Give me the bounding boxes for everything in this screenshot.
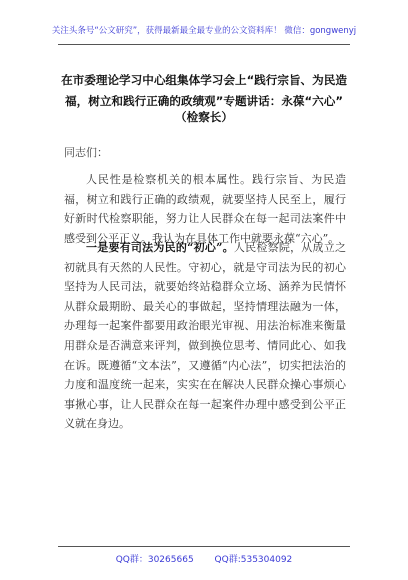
footer-divider [58,546,350,547]
paragraph-2 [64,238,346,434]
header-note: 关注头条号“公文研究”，获得最新最全最专业的公文资料库！ 微信：gongwenyj [51,26,357,36]
document-title: 在市委理论学习中心组集体学习会上“践行宗旨、为民造福，树立和践行正确的政绩观”专题讲话：永葆“六心” [61,73,347,108]
paragraph-1: 人民性是检察机关的根本属性。践行宗旨、为民造福，树立和践行正确的政绩观，就要坚持人民至上，履行好新时代检察职能，努力让人民群众在每一起司法案件中感受到公平正义。我认为在具体工作中就要永葆“六心”。 [64,173,346,245]
paragraph-2-body: 人民检察院，从成立之初就具有天然的人民性。守初心，就是守司法为民的初心坚持为人民司法，就要始终站稳群众立场、涵养为民情怀从群众最期盼、最关心的事做起，坚持情理法融为一体，办理每一起案件都要用政治眼光审视、用法治标准来衡量用群众是否满意来评判，做到换位思考、情同此心、如我在诉。既遵循“文本法”，又遵循“内心法”，切实把法治的力度和温度统一起来，实实在在解决人民群众操心事烦心事揪心事，让人民群众在每一起案件办理中感受到公平正义就在身边。 [64,241,346,431]
footer-qq-group-2: QQ群:535304092 [214,555,293,565]
footer [0,552,408,565]
document-subtitle: （检察长） [175,110,233,124]
paragraph-2-lead: 一是要有司法为民的“初心”。 [86,241,234,254]
header-divider [58,44,350,45]
footer-qq-group-1: QQ群：30265665 [115,555,194,565]
salutation: 同志们： [64,146,108,159]
